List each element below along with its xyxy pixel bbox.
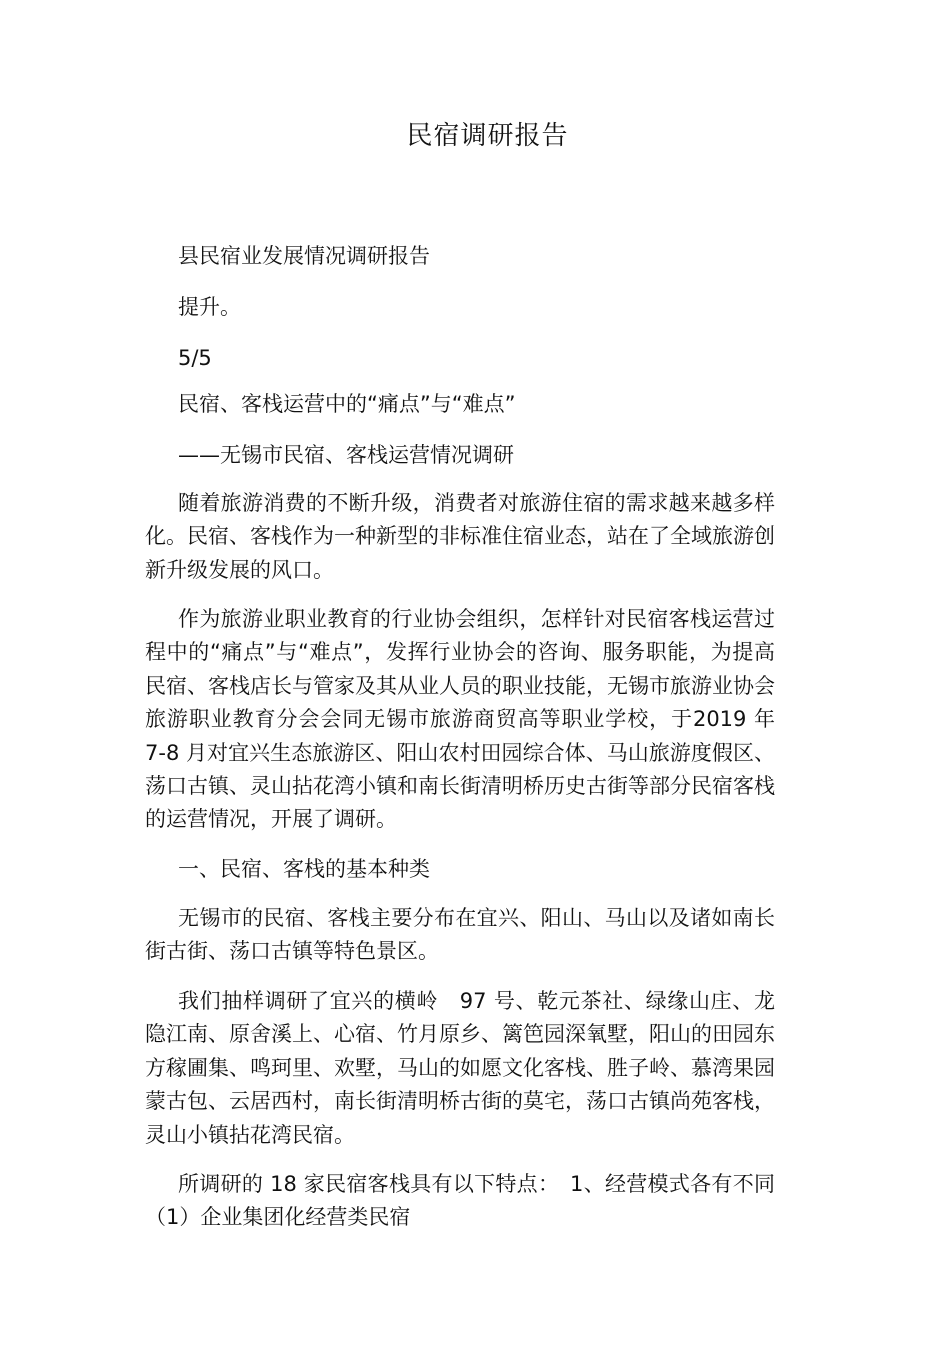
body-paragraph: 作为旅游业职业教育的行业协会组织，怎样针对民宿客栈运营过程中的“痛点”与“难点”，发挥行业协会的咨询、服务职能，为提高民宿、客栈店长与管家及其从业人员的职业技能，无锡市旅游业协会旅游职业教育分会会同无锡市旅游商贸高等职业学校，于2019 年 7-8 月对宜兴生态旅游区、阳山农村田园综合体、马山旅游度假区、荡口古镇、灵山拈花湾小镇和南长街清明桥历史古街等部分民宿客栈的运营情况，开展了调研。 [145,607,775,832]
body-paragraph: 随着旅游消费的不断升级，消费者对旅游住宿的需求越来越多样化。民宿、客栈作为一种新型的非标准住宿业态，站在了全域旅游创新升级发展的风口。 [145,491,775,582]
section-title: 民宿、客栈运营中的“痛点”与“难点” [178,392,516,416]
page-number: 5/5 [178,346,212,370]
body-paragraph: 我们抽样调研了宜兴的横岭 97 号、乾元茶社、绿缘山庄、龙隐江南、原舍溪上、心宿、竹月原乡、篱笆园深氧墅，阳山的田园东方稼圃集、鸣珂里、欢墅，马山的如愿文化客栈、胜子岭、慕湾果园蒙古包、云居西村，南长街清明桥古街的莫宅，荡口古镇尚苑客栈，灵山小镇拈花湾民宿。 [145,989,775,1147]
subtitle-line: 县民宿业发展情况调研报告 [178,244,430,268]
section-subtitle: ——无锡市民宿、客栈运营情况调研 [178,443,514,467]
document-title: 民宿调研报告 [406,121,569,151]
section-heading: 一、民宿、客栈的基本种类 [178,857,430,881]
body-paragraph: 无锡市的民宿、客栈主要分布在宜兴、阳山、马山以及诸如南长街古街、荡口古镇等特色景区。 [145,906,775,964]
body-paragraph: 所调研的 18 家民宿客栈具有以下特点： 1、经营模式各有不同（1）企业集团化经营类民宿 [145,1172,775,1230]
text-line: 提升。 [178,295,241,319]
